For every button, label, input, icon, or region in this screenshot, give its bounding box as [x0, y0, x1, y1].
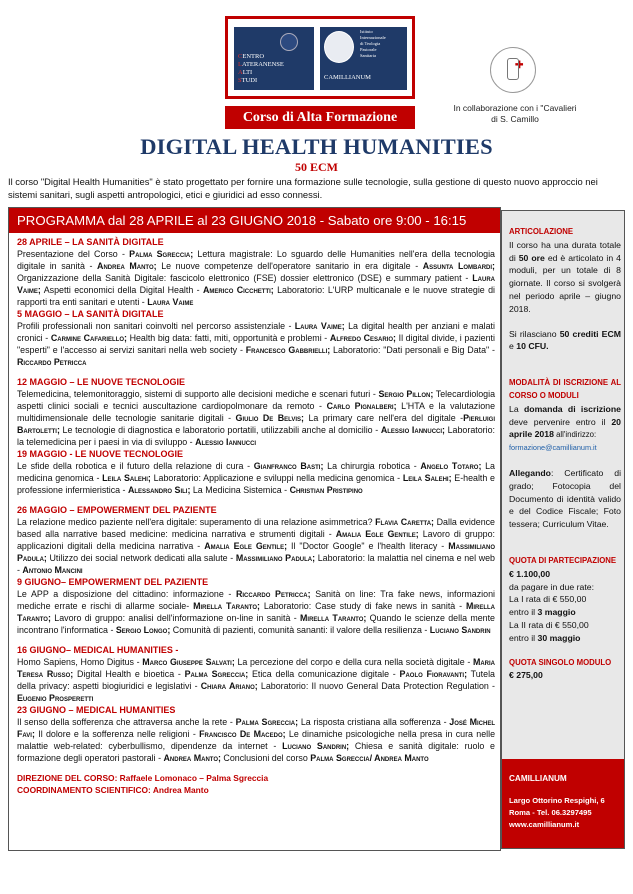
session-topic: Presentazione del Corso -: [17, 249, 130, 259]
section-title: 9 GIUGNO– EMPOWERMENT DEL PAZIENTE: [17, 577, 209, 587]
session-topic: Telemedicina, telemonitoraggio, sistemi di supporto alle decisioni mediche e scenari futuri -: [17, 389, 379, 399]
session-topic: Quando le scienze della mente incontrano l'informatica -: [17, 613, 495, 635]
session-topic: Le dinamiche psicologiche nella presa in cura nelle malattie web-related: cyberbullismo, dipendenze da internet -: [17, 729, 496, 751]
speaker-name: Sergio Pillon;: [378, 389, 434, 399]
articolazione-heading: ARTICOLAZIONE: [509, 227, 574, 236]
program-header: PROGRAMMA dal 28 APRILE al 23 GIUGNO 2018 - Sabato ore 9:00 - 16:15: [9, 208, 500, 233]
speaker-name: Riccardo Petricca: [17, 357, 87, 367]
section-title: 16 GIUGNO– MEDICAL HUMANITIES -: [17, 645, 179, 655]
session-topic: Telecardiologia aspetti clinici sociali e tecnici auscultazione cardiopolmonare da remoto -: [17, 389, 496, 411]
session-topic: Il senso della sofferenza che attraversa anche la rete -: [17, 717, 236, 727]
camillianum-logo: [320, 27, 407, 90]
speaker-name: Palma Sgreccia;: [184, 669, 249, 679]
contact-address: Largo Ottorino Respighi, 6: [509, 796, 605, 805]
session-topic: Laboratorio: L'URP multicanale e le nuove strategie di rapporti tra enti sanitari e utenti -: [17, 285, 495, 307]
section-title: 19 MAGGIO - LE NUOVE TECNOLOGIE: [17, 449, 184, 459]
credits-text: Si rilasciano 50 crediti ECM e 10 CFU.: [509, 328, 621, 352]
program-section: [17, 308, 495, 368]
speaker-name: Gianfranco Basti;: [253, 461, 324, 471]
session-topic: Il digital divide, i pazienti "esperti" e l'accesso ai servizi sanitari nella web society -: [17, 333, 495, 355]
program-body: [17, 236, 495, 796]
collaboration-note: In collaborazione con i "Cavalieri di S. Camillo: [453, 103, 577, 124]
session-topic: Laboratorio: "Dati personali e Big Data" -: [330, 345, 495, 355]
speaker-name: Amalia Egle Gentile;: [204, 541, 288, 551]
program-section: [17, 704, 495, 764]
program-section: [17, 576, 495, 636]
speaker-name: Palma Sgreccia/ Andrea Manto: [310, 753, 429, 763]
speaker-name: Carmine Cafariello;: [50, 333, 127, 343]
speaker-name: Andrea Manto;: [97, 261, 157, 271]
attachments-text: Allegando: Certificato di grado; Fotocopia del Documento di identità valido e del Codice Fiscale; Foto tessera; Curriculum Vitae.: [509, 467, 621, 530]
quota-heading: QUOTA DI PARTECIPAZIONE: [509, 555, 617, 565]
quota-amount: € 1.100,00: [509, 568, 551, 579]
session-topic: Il "Doctor Google" e l'health literacy -: [287, 541, 449, 551]
program-section: [17, 376, 495, 448]
section-text: [17, 388, 495, 448]
speaker-name: Laura Vaime;: [294, 321, 345, 331]
speaker-name: Paolo Fioravanti;: [399, 669, 468, 679]
program-section: [17, 644, 495, 704]
section-text: [17, 320, 495, 368]
speaker-name: Alessio Iannucci;: [380, 425, 445, 435]
session-topic: Dalla evidence based alla narrative based medicine: medicina narrativa e strumenti digitali -: [17, 517, 495, 539]
session-topic: Lettura magistrale: Lo sguardo delle Humanities nell'era della tecnologia digitale in sanità -: [17, 249, 495, 271]
session-topic: Comunità di pazienti, comunità sananti: il valore della resilienza -: [170, 625, 430, 635]
speaker-name: Mirella Taranto;: [193, 601, 260, 611]
singolo-heading: QUOTA SINGOLO MODULO: [509, 657, 612, 667]
speaker-name: Sergio Longo;: [115, 625, 171, 635]
speaker-name: Eugenio Prosperetti: [17, 693, 94, 703]
session-topic: Lavoro di gruppo: analisi dell'informazione on-line in sanità -: [50, 613, 301, 623]
section-text: [17, 716, 495, 764]
session-topic: Homo Sapiens, Homo Digitus -: [17, 657, 143, 667]
section-title: 23 GIUGNO – MEDICAL HUMANITIES: [17, 705, 176, 715]
session-topic: Etica della comunicazione digitale -: [248, 669, 400, 679]
session-topic: Le APP a disposizione del cittadino: informazione -: [17, 589, 236, 599]
session-topic: Lavoro di gruppo: applicazioni digitali della medicina narrativa -: [17, 529, 495, 551]
intro-paragraph: Il corso "Digital Health Humanities" è stato progettato per fornire una formazione sulle tecnologie, sulla gestione di questo nuovo approccio nei sistemi sanitari, sugli aspetti antropologici, etici e giuridici ad esso connessi.: [8, 176, 598, 200]
session-topic: Laboratorio: la malattia nel cinema e nel web -: [17, 553, 495, 575]
quota-rate-text: da pagare in due rate:: [509, 581, 595, 592]
session-topic: La percezione del corpo e della cura nella società digitale -: [234, 657, 473, 667]
speaker-name: Angelo Totaro;: [420, 461, 482, 471]
iscrizione-text: La domanda di iscrizione deve pervenire entro il 20 aprile 2018 all'indirizzo:: [509, 403, 621, 440]
session-topic: Laboratorio: Case study di fake news in sanità -: [259, 601, 466, 611]
iscrizione-heading: MODALITÀ DI ISCRIZIONE AL CORSO O MODULI: [509, 378, 621, 400]
session-topic: La primary care nell'era del digitale -: [304, 413, 464, 423]
cla-logo: [234, 27, 314, 90]
speaker-name: Palma Sgreccia;: [129, 249, 194, 259]
session-topic: Il dolore e la sofferenza nelle religioni -: [34, 729, 200, 739]
speaker-name: Chiara Ariano;: [200, 681, 258, 691]
section-text: [17, 656, 495, 704]
speaker-name: Americo Cicchetti;: [202, 285, 274, 295]
session-topic: Organizzazione della Sanità Digitale: fascicolo elettronico (FSE) dossier elettronico (DSE) e summary patient -: [17, 273, 473, 283]
section-text: [17, 460, 495, 496]
program-section: [17, 448, 495, 496]
speaker-name: Laura Vaime;: [17, 273, 495, 295]
session-topic: Health big data: fatti, miti, opportunità e problemi -: [126, 333, 330, 343]
speaker-name: Alessio Iannucci: [195, 437, 257, 447]
singolo-amount: € 275,00: [509, 670, 543, 681]
section-text: [17, 248, 495, 308]
session-topic: La digital health per anziani e malati cronici -: [17, 321, 495, 343]
session-topic: Conclusioni del corso: [220, 753, 311, 763]
speaker-name: Palma Sgreccia;: [235, 717, 299, 727]
contact-box: [502, 759, 624, 848]
speaker-name: Marco Giuseppe Salvati;: [142, 657, 235, 667]
program-section: [17, 504, 495, 576]
speaker-name: Flavia Caretta;: [375, 517, 434, 527]
info-sidebar: ARTICOLAZIONE Il corso ha una durata totale di 50 ore ed è articolato in 4 moduli, per un totale di 8 giornate. Il corso si svolgerà nel periodo aprile – giugno 2018. Si rilasciano 50 crediti ECM e 10 CFU. MODALITÀ DI ISCRIZIONE AL CORSO O MODULI La domanda di iscrizione deve pervenire entro il 20 aprile 2018 all'indirizzo: formazione@camillianum.it Allegando: Certificato di grado; Fotocopia del Documento di identità valido e del Codice Fiscale; Foto tessera; Curriculum Vitae. QUOTA DI PARTECIPAZIONE € 1.100,00 da pagare in due rate: La I rata di € 550,00 entro il 3 maggio La II rata di € 550,00 entro il 30 maggio QUOTA SINGOLO MODULO € 275,00 CAMILLIANUM Largo Ottorino Respighi, 6 Roma - Tel. 06.3297495 www.camillianum.it: [501, 210, 625, 849]
speaker-name: Leila Salehi;: [402, 473, 452, 483]
speaker-name: Massimiliano Padula;: [235, 553, 316, 563]
session-topic: La Medicina Sistemica -: [190, 485, 290, 495]
cavalieri-seal-icon: ✚: [490, 47, 536, 93]
program-box: [8, 207, 501, 851]
session-topic: E-health e professione infermieristica -: [17, 473, 495, 495]
contact-phone: Roma - Tel. 06.3297495: [509, 808, 592, 817]
program-section: [17, 236, 495, 308]
speaker-name: Maria Teresa Russo;: [17, 657, 495, 679]
section-title: 5 MAGGIO – LA SANITÀ DIGITALE: [17, 309, 164, 319]
session-topic: Profili professionali non sanitari coinvolti nel percorso assistenziale -: [17, 321, 295, 331]
session-topic: La chirurgia robotica -: [323, 461, 421, 471]
section-text: [17, 516, 495, 576]
speaker-name: Leila Salehi;: [102, 473, 151, 483]
speaker-name: Pierluigi Bartoletti;: [17, 413, 495, 435]
session-topic: Sanità on line: Tra fake news, informazioni mediche errate e rischi di allarme sociale-: [17, 589, 495, 611]
speaker-name: Francesco Gabbrielli;: [245, 345, 331, 355]
session-topic: Le tecnologie di diagnostica e laboratorio portatili, utilizzabili anche al domicilio -: [59, 425, 381, 435]
session-topic: Chiesa e sanità digitale: ruolo e formazione degli operatori pastorali -: [17, 741, 495, 763]
scientific-coordination: COORDINAMENTO SCIENTIFICO: Andrea Manto: [17, 785, 209, 795]
session-topic: La medicina genomica -: [17, 461, 495, 483]
speaker-name: Amalia Egle Gentile;: [335, 529, 419, 539]
contact-name: CAMILLIANUM: [509, 774, 567, 783]
speaker-name: Assunta Lombardi;: [422, 261, 496, 271]
session-topic: Utilizzo dei social network dedicati alla salute -: [46, 553, 236, 563]
session-topic: Le nuove competenze dell'operatore sanitario in era digitale -: [156, 261, 423, 271]
speaker-name: Antonio Mancini: [22, 565, 83, 575]
speaker-name: Massimiliano Padula;: [17, 541, 495, 563]
session-topic: La risposta cristiana alla sofferenza -: [298, 717, 450, 727]
ecm-subtitle: 50 ECM: [295, 160, 338, 174]
camillianum-label: CAMILLIANUM: [324, 74, 371, 81]
session-topic: Tutela della privacy: aspetti biogiuridici e legislativi -: [17, 669, 495, 691]
session-topic: Laboratorio: Il nuovo General Data Protection Regulation -: [257, 681, 495, 691]
session-topic: La relazione medico paziente nell'era digitale: superamento di una relazione asimmetrica?: [17, 517, 376, 527]
session-topic: Laboratorio: Applicazione e sviluppi nella medicina genomica -: [150, 473, 403, 483]
speaker-name: Luciano Sandrin: [429, 625, 491, 635]
speaker-name: Carlo Pignalberi;: [326, 401, 397, 411]
logo-frame: [225, 16, 415, 99]
session-topic: Laboratorio: la telemedicina per i paesi in via di sviluppo -: [17, 425, 495, 447]
speaker-name: Andrea Manto;: [163, 753, 221, 763]
section-text: [17, 588, 495, 636]
course-type-banner: Corso di Alta Formazione: [225, 106, 415, 129]
session-topic: Aspetti economici della Digital Health -: [40, 285, 203, 295]
speaker-name: Francisco De Macedo;: [199, 729, 286, 739]
page-title: DIGITAL HEALTH HUMANITIES: [140, 134, 493, 159]
speaker-name: Mirella Taranto;: [17, 601, 495, 623]
university-seal-icon: [280, 33, 298, 51]
camillianum-seal-icon: [324, 31, 354, 63]
speaker-name: José Michel Favi;: [17, 717, 496, 739]
email-link[interactable]: formazione@camillianum.it: [509, 443, 597, 453]
speaker-name: Giulio De Belvis;: [235, 413, 304, 423]
session-topic: Le sfide della robotica e il futuro della relazione di cura -: [17, 461, 254, 471]
cla-logo-text: CENTRO LATERANENSE ALTI STUDI: [238, 53, 284, 84]
speaker-name: Alessandro Sili;: [127, 485, 191, 495]
speaker-name: Laura Vaime: [147, 297, 194, 307]
articolazione-text: Il corso ha una durata totale di 50 ore ed è articolato in 4 moduli, per un totale di 8 giornate. Il corso si svolgerà nel periodo aprile – giugno 2018.: [509, 239, 621, 314]
session-topic: L'HTA e la valutazione multidimensionale delle tecnologie sanitarie digitali -: [17, 401, 495, 423]
section-title: 28 APRILE – LA SANITÀ DIGITALE: [17, 237, 164, 247]
speaker-name: Alfredo Cesario;: [329, 333, 396, 343]
speaker-name: Christian Pristipino: [289, 485, 363, 495]
course-direction: DIREZIONE DEL CORSO: Raffaele Lomonaco – Palma Sgreccia: [17, 773, 269, 783]
speaker-name: Luciano Sandrin;: [282, 741, 350, 751]
section-title: 12 MAGGIO – LE NUOVE TECNOLOGIE: [17, 377, 186, 387]
section-title: 26 MAGGIO – EMPOWERMENT DEL PAZIENTE: [17, 505, 217, 515]
institute-name: Istituto Internazionale di Teologia Pastorale Sanitaria: [360, 29, 386, 58]
speaker-name: Riccardo Petricca;: [235, 589, 311, 599]
speaker-name: Mirella Taranto;: [300, 613, 367, 623]
session-topic: Digital Health e bioetica -: [73, 669, 185, 679]
contact-website[interactable]: www.camillianum.it: [509, 820, 580, 829]
